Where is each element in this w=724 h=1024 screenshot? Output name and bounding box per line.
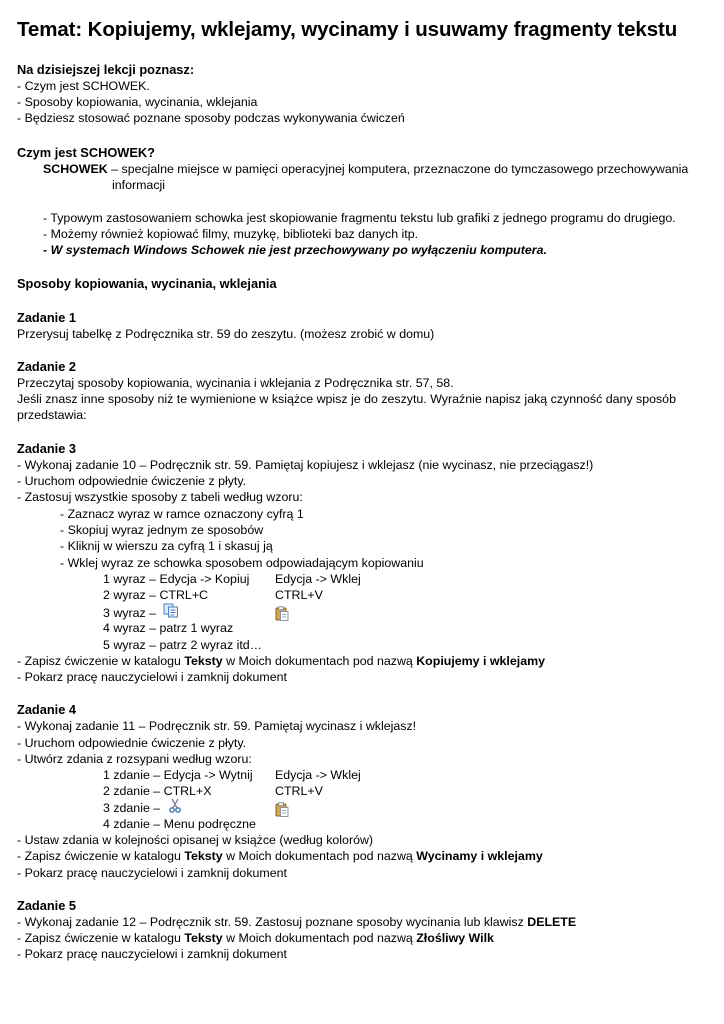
task2-heading: Zadanie 2: [17, 359, 77, 374]
save-folder: Teksty: [184, 654, 223, 668]
scissors-icon: [168, 798, 182, 817]
task3-row-right: CTRL+V: [275, 588, 323, 602]
task3-step: - Skopiuj wyraz jednym ze sposobów: [60, 523, 264, 537]
task5-finish: - Pokarz pracę nauczycielowi i zamknij dokument: [17, 947, 287, 961]
save-text: - Zapisz ćwiczenie w katalogu: [17, 931, 185, 945]
clipboard-note: - Typowym zastosowaniem schowka jest skopiowanie fragmentu tekstu lub grafiki z jednego programu do drugiego.: [43, 211, 676, 225]
save-folder: Teksty: [184, 931, 223, 945]
task4-row-left: 2 zdanie – CTRL+X: [103, 784, 212, 798]
clipboard-heading: Czym jest SCHOWEK?: [17, 145, 155, 160]
task5-heading: Zadanie 5: [17, 898, 77, 913]
save-text: - Zapisz ćwiczenie w katalogu: [17, 654, 185, 668]
task3-row-left: 2 wyraz – CTRL+C: [103, 588, 209, 602]
task3-finish: - Pokarz pracę nauczycielowi i zamknij dokument: [17, 670, 287, 684]
save-text: w Moich dokumentach pod nazwą: [222, 654, 417, 668]
save-text: - Zapisz ćwiczenie w katalogu: [17, 849, 185, 863]
task3-row-right: Edycja -> Wklej: [275, 572, 361, 586]
task5-save: [17, 930, 494, 946]
task4-order: - Ustaw zdania w kolejności opisanej w książce (według kolorów): [17, 833, 374, 847]
task3-save: [17, 653, 545, 669]
task3-row-label: 3 wyraz –: [103, 605, 157, 620]
clipboard-term: SCHOWEK: [43, 162, 108, 176]
save-text: w Moich dokumentach pod nazwą: [222, 849, 417, 863]
methods-heading: Sposoby kopiowania, wycinania, wklejania: [17, 276, 277, 291]
save-filename: Kopiujemy i wklejamy: [416, 654, 546, 668]
task3-row-left: 1 wyraz – Edycja -> Kopiuj: [103, 572, 250, 586]
task2-text: Przeczytaj sposoby kopiowania, wycinania i wklejania z Podręcznika str. 57, 58.: [17, 376, 454, 390]
task3-line: - Zastosuj wszystkie sposoby z tabeli według wzoru:: [17, 490, 303, 504]
save-filename: Wycinamy i wklejamy: [416, 849, 543, 863]
intro-item: - Sposoby kopiowania, wycinania, wklejania: [17, 95, 258, 109]
task4-row-left: 1 zdanie – Edycja -> Wytnij: [103, 768, 253, 782]
task4-heading: Zadanie 4: [17, 702, 77, 717]
clipboard-definition: [43, 161, 688, 177]
task4-line: - Uruchom odpowiednie ćwiczenie z płyty.: [17, 736, 247, 750]
save-text: w Moich dokumentach pod nazwą: [222, 931, 417, 945]
task3-step: - Wklej wyraz ze schowka sposobem odpowiadającym kopiowaniu: [60, 556, 424, 570]
task4-finish: - Pokarz pracę nauczycielowi i zamknij dokument: [17, 866, 287, 880]
clipboard-definition-cont: informacji: [112, 178, 166, 192]
task4-line: - Utwórz zdania z rozsypani według wzoru:: [17, 752, 252, 766]
task3-line: - Wykonaj zadanie 10 – Podręcznik str. 59. Pamiętaj kopiujesz i wklejasz (nie wycinasz, nie przeciągasz!): [17, 458, 594, 472]
task5-text: - Wykonaj zadanie 12 – Podręcznik str. 59. Zastosuj poznane sposoby wycinania lub klawisz: [17, 915, 528, 929]
intro-item: - Czym jest SCHOWEK.: [17, 79, 150, 93]
task3-step: - Kliknij w wierszu za cyfrą 1 i skasuj ją: [60, 539, 273, 553]
task4-line: - Wykonaj zadanie 11 – Podręcznik str. 59. Pamiętaj wycinasz i wklejasz!: [17, 719, 417, 733]
task3-row-left: 5 wyraz – patrz 2 wyraz itd…: [103, 638, 263, 652]
task4-row-right: CTRL+V: [275, 784, 323, 798]
task4-row-right: Edycja -> Wklej: [275, 768, 361, 782]
save-folder: Teksty: [184, 849, 223, 863]
task3-line: - Uruchom odpowiednie ćwiczenie z płyty.: [17, 474, 247, 488]
paste-icon: [275, 606, 289, 625]
task1-heading: Zadanie 1: [17, 310, 77, 325]
task3-heading: Zadanie 3: [17, 441, 77, 456]
paste-icon: [275, 802, 289, 821]
task3-step: - Zaznacz wyraz w ramce oznaczony cyfrą 1: [60, 507, 304, 521]
clipboard-note-emphasis: - W systemach Windows Schowek nie jest przechowywany po wyłączeniu komputera.: [43, 243, 547, 257]
clipboard-definition-text: – specjalne miejsce w pamięci operacyjnej komputera, przeznaczone do tymczasowego przechowywania: [107, 162, 689, 176]
task2-text: Jeśli znasz inne sposoby niż te wymienione w książce wpisz je do zeszytu. Wyraźnie napisz jaką czynność dany sposób: [17, 392, 676, 406]
task5-key: DELETE: [527, 915, 577, 929]
intro-heading: Na dzisiejszej lekcji poznasz:: [17, 62, 195, 77]
save-filename: Złośliwy Wilk: [416, 931, 494, 945]
page-title: Temat: Kopiujemy, wklejamy, wycinamy i usuwamy fragmenty tekstu: [17, 18, 678, 41]
task1-text: Przerysuj tabelkę z Podręcznika str. 59 do zeszytu. (możesz zrobić w domu): [17, 327, 435, 341]
clipboard-note: - Możemy również kopiować filmy, muzykę, biblioteki baz danych itp.: [43, 227, 419, 241]
intro-item: - Będziesz stosować poznane sposoby podczas wykonywania ćwiczeń: [17, 111, 405, 125]
task2-text: przedstawia:: [17, 408, 87, 422]
task3-row-left: 4 wyraz – patrz 1 wyraz: [103, 621, 234, 635]
task4-row-left: 4 zdanie – Menu podręczne: [103, 817, 256, 831]
task5-line: [17, 914, 576, 930]
task4-save: [17, 848, 543, 864]
task4-row-label: 3 zdanie –: [103, 800, 161, 815]
